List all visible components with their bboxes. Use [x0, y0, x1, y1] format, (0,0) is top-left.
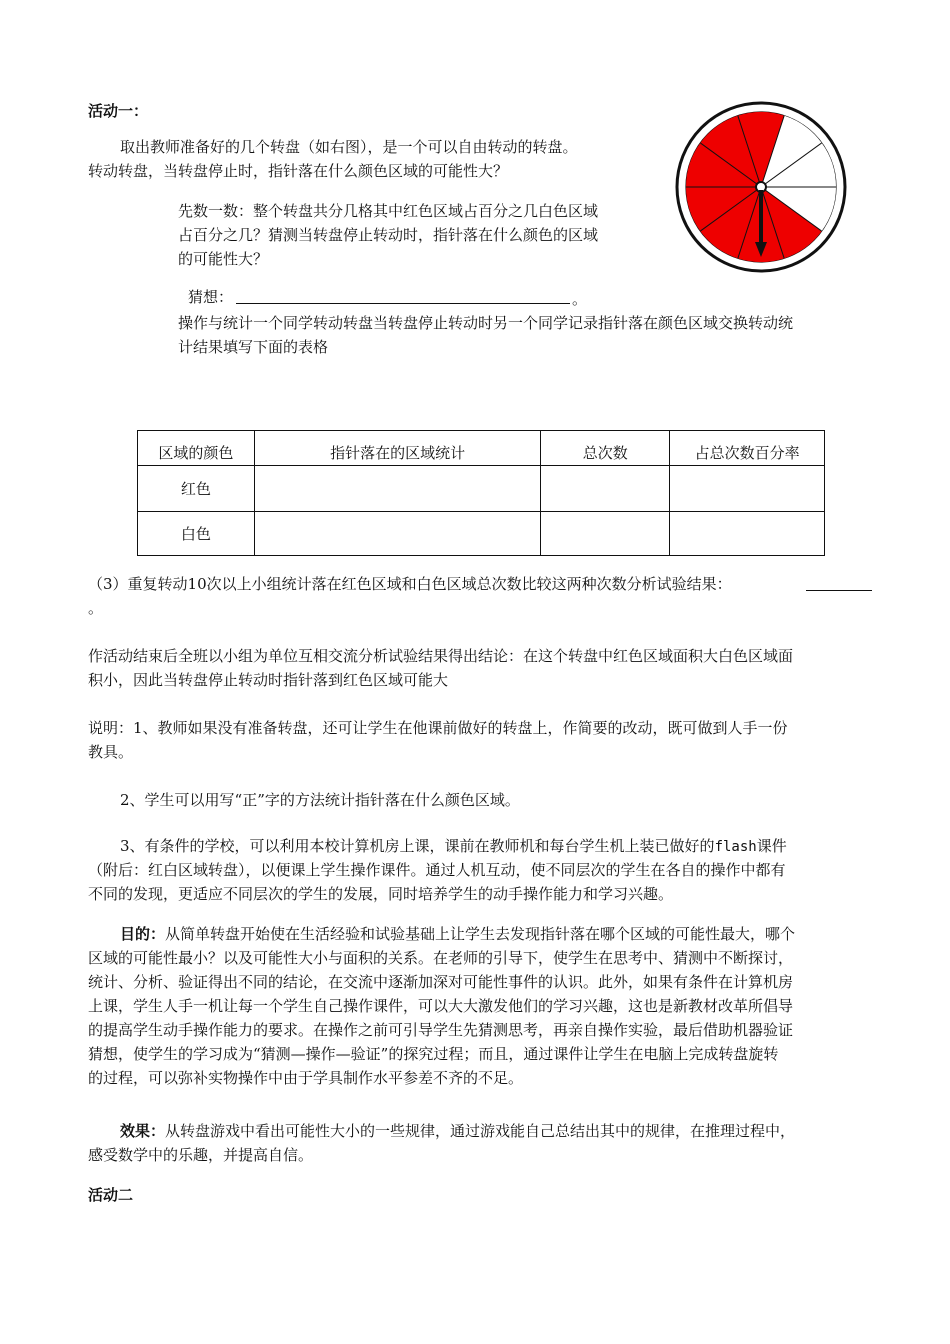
repeat-line-2: 。: [88, 599, 104, 617]
row-red-total-cell[interactable]: [541, 466, 670, 512]
guess-blank-line[interactable]: [236, 303, 570, 304]
table-header-row: [138, 431, 825, 466]
effect-colon: ：: [150, 1122, 166, 1140]
note-3-line-3: 不同的发现，更适应不同层次的学生的发展，同时培养学生的动手操作能力和学习兴趣。: [88, 885, 674, 903]
effect-label: 效果: [120, 1122, 151, 1140]
count-line-2: 占百分之几？猜测当转盘停止转动时，指针落在什么颜色的区域: [178, 226, 599, 244]
effect-line-1: [120, 1120, 795, 1142]
purpose-line-2: 区域的可能性最小？以及可能性大小与面积的关系。在老师的引导下，使学生在思考中、猜测中不断探讨，: [88, 949, 794, 967]
count-line-3: 的可能性大？: [178, 250, 269, 268]
note-3-line-1b: 课件: [756, 837, 787, 855]
guess-label: 猜想：: [188, 288, 234, 306]
count-line-1: 先数一数：整个转盘共分几格其中红色区域占百分之几白色区域: [178, 202, 599, 220]
purpose-line-7: 的过程，可以弥补实物操作中由于学具制作水平参差不齐的不足。: [88, 1069, 524, 1087]
repeat-line-1: （3）重复转动10次以上小组统计落在红色区域和白色区域总次数比较这两种次数分析试验结果：: [88, 575, 732, 593]
spinner-wheel: [674, 100, 848, 274]
row-red-count-cell[interactable]: [254, 466, 541, 512]
header-color: 区域的颜色: [138, 431, 255, 466]
header-total: 总次数: [541, 431, 670, 466]
purpose-line-5: 的提高学生动手操作能力的要求。在操作之前可引导学生先猜测思考，再亲自操作实验，最后借助机器验证: [88, 1021, 794, 1039]
guess-end: 。: [572, 290, 588, 308]
operation-line-1: 操作与统计一个同学转动转盘当转盘停止转动时另一个同学记录指针落在颜色区域交换转动统: [178, 314, 794, 332]
purpose-colon: ：: [150, 925, 166, 943]
purpose-line-3: 统计、分析、验证得出不同的结论，在交流中逐渐加深对可能性事件的认识。此外，如果有条件在计算机房: [88, 973, 794, 991]
note-3-flash: flash: [714, 839, 757, 855]
note-1-line-2: 教具。: [88, 743, 134, 761]
table-row: [138, 512, 825, 556]
purpose-line-6: 猜想，使学生的学习成为“猜测—操作—验证”的探究过程；而且，通过课件让学生在电脑上完成转盘旋转: [88, 1045, 779, 1063]
row-white-count-cell[interactable]: [254, 512, 541, 556]
effect-text-1: 从转盘游戏中看出可能性大小的一些规律，通过游戏能自己总结出其中的规律，在推理过程中，: [165, 1122, 796, 1140]
purpose-label: 目的: [120, 925, 151, 943]
note-3-line-1: [120, 835, 787, 858]
activity2-heading: 活动二: [88, 1186, 134, 1204]
intro-line-1: 取出教师准备好的几个转盘（如右图），是一个可以自由转动的转盘。: [120, 138, 578, 156]
header-count: 指针落在的区域统计: [254, 431, 541, 466]
row-red-percent-cell[interactable]: [670, 466, 825, 512]
note-3-line-2: （附后：红白区域转盘），以便课上学生操作课件。通过人机互动，使不同层次的学生在各自的操作中都有: [88, 861, 786, 879]
row-white-total-cell[interactable]: [541, 512, 670, 556]
purpose-line-4: 上课，学生人手一机让每一个学生自己操作课件，可以大大激发他们的学习兴趣，这也是新教材改革所倡导: [88, 997, 794, 1015]
table-row: [138, 466, 825, 512]
purpose-text-1: 从简单转盘开始使在生活经验和试验基础上让学生去发现指针落在哪个区域的可能性最大，哪个: [165, 925, 796, 943]
activity1-heading: 活动一：: [88, 102, 149, 120]
purpose-line-1: [120, 923, 795, 945]
header-percent: 占总次数百分率: [670, 431, 825, 466]
note-3-line-1a: 3、有条件的学校，可以利用本校计算机房上课，课前在教师机和每台学生机上装已做好的: [120, 837, 715, 855]
conclusion-line-1: 作活动结束后全班以小组为单位互相交流分析试验结果得出结论：在这个转盘中红色区域面积大白色区域面: [88, 647, 794, 665]
operation-line-2: 计结果填写下面的表格: [178, 338, 329, 356]
conclusion-line-2: 积小，因此当转盘停止转动时指针落到红色区域可能大: [88, 671, 449, 689]
note-2: 2、学生可以用写“正”字的方法统计指针落在什么颜色区域。: [120, 791, 520, 809]
effect-line-2: 感受数学中的乐趣，并提高自信。: [88, 1146, 314, 1164]
repeat-blank-line[interactable]: [806, 590, 872, 591]
note-1-line-1: 说明：1、教师如果没有准备转盘，还可让学生在他课前做好的转盘上，作简要的改动，既可做到人手一份: [88, 719, 788, 737]
intro-line-2: 转动转盘，当转盘停止时，指针落在什么颜色区域的可能性大？: [88, 162, 509, 180]
row-white-percent-cell[interactable]: [670, 512, 825, 556]
row-red-color: 红色: [138, 466, 255, 512]
statistics-table: [137, 430, 825, 556]
row-white-color: 白色: [138, 512, 255, 556]
